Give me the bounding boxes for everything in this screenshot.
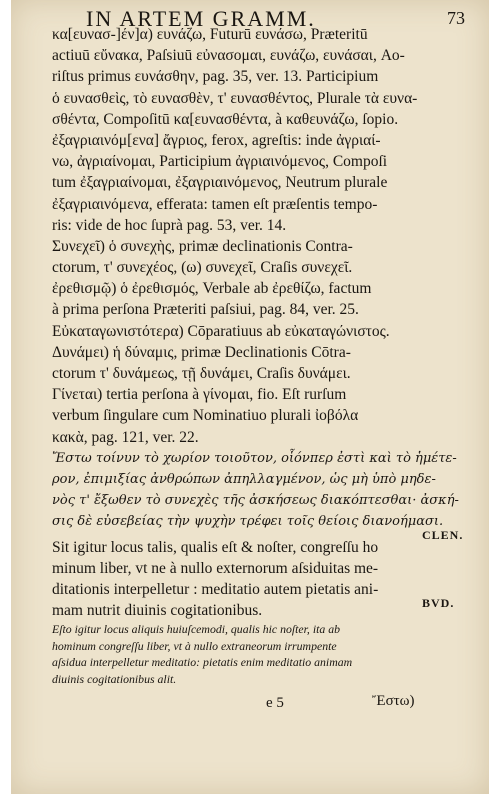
- text-line: ctorum τ' δυνάμεως, τῇ δυνάμει, Craſis δυνάμει.: [52, 365, 351, 382]
- page-footer: [52, 693, 415, 723]
- italic-translation-line: hominum congreſſu liber, vt à nullo extraneorum irrumpente: [52, 638, 337, 653]
- text-line: Γίνεται) tertia perſona à γίνομαι, fio. Eſt rurſum: [52, 386, 347, 404]
- translation-line: ditationis interpelletur : meditatio autem pietatis ani-: [52, 580, 379, 598]
- text-line: ἐρεθισμῷ) ὁ ἐρεθισμός, Verbale ab ἐρεθίζω, factum: [52, 280, 372, 298]
- text-line: ris: vide de hoc ſuprà pag. 53, ver. 14.: [52, 216, 287, 234]
- greek-quote-line: ρον, ἐπιμιξίας ἀνθρώπων ἀπηλλαγμένον, ὡς μὴ ὑπὸ μηδε-: [52, 471, 436, 487]
- clen-translation: [52, 537, 410, 622]
- text-line: actiuū εὔνακα, Paſsiuū εὐνασομαι, ευνάζω, ευνάσαι, Ao-: [52, 47, 405, 65]
- text-line: ctorum, τ' συνεχέος, (ω) συνεχεῖ, Craſis συνεχεῖ.: [52, 259, 353, 277]
- text-line: Εὐκαταγωνιστότερα) Cōparatiuus ab εὐκαταγώνιστος.: [52, 322, 390, 340]
- greek-quote-line: Ἔστω τοίνυν τὸ χωρίον τοιοῦτον, οἷόνπερ ἐστὶ καὶ τὸ ἡμέτε-: [52, 450, 457, 466]
- text-line: verbum ſingulare cum Nominatiuo plurali ἰοβόλα: [52, 407, 359, 425]
- italic-translation-line: aſsidua interpelletur meditatio: pietatis enim meditatio animam: [52, 655, 353, 670]
- greek-quote-line: νὸς τ' ἔξωθεν τὸ συνεχὲς τῆς ἀσκήσεως διακόπτεσθαι· ἀσκή-: [52, 493, 459, 509]
- text-line: νω, ἀγριαίνομαι, Participium ἀγριαινόμενος, Compoſi: [52, 153, 388, 171]
- text-line: σθέντα, Compoſitū κα[ευνασθέντα, à καθευνάζω, ſopio.: [52, 110, 399, 128]
- marginal-note-clen: CLEN.: [422, 528, 464, 542]
- text-line: à prima perſona Præteriti paſsiui, pag. 84, ver. 25.: [52, 301, 359, 319]
- book-page: [11, 0, 489, 794]
- translation-line: mam nutrit diuinis cogitationibus.: [52, 602, 263, 620]
- text-line: riſtus primus ευνάσθην, pag. 35, ver. 13. Participium: [52, 68, 379, 86]
- translation-line: Sit igitur locus talis, qualis eſt & noſter, congreſſu ho: [52, 538, 379, 556]
- text-line: ἐξαγριαινόμενα, efferata: tamen eſt præſentis tempo-: [52, 195, 378, 213]
- text-line: Συνεχεῖ) ὁ συνεχὴς, primæ declinationis Contra-: [52, 237, 353, 255]
- italic-translation-line: Eſto igitur locus aliquis huiuſcemodi, qualis hic noſter, ita ab: [52, 622, 341, 637]
- italic-translation-line: diuinis cogitationibus alit.: [52, 671, 177, 686]
- text-line: Δυνάμει) ἡ δύναμις, primæ Declinationis Cōtra-: [52, 343, 351, 361]
- catchword: Ἔστω): [372, 693, 415, 710]
- text-line: κακὰ, pag. 121, ver. 22.: [52, 428, 199, 446]
- bud-translation: [52, 621, 410, 687]
- marginal-note-bud: BVD.: [422, 596, 455, 610]
- text-line: κα[ευνασ-]έν]α) ευνάζω, Futurū ευνάσω, Præteritū: [52, 26, 368, 43]
- translation-line: minum liber, vt ne à nullo externorum aſsiduitas me-: [52, 559, 379, 577]
- signature-mark: e 5: [266, 695, 284, 712]
- greek-quote-line: σις δὲ εὐσεβείας τὴν ψυχὴν τρέφει τοῖς θείοις διανοήμασι.: [52, 514, 444, 530]
- text-line: ἐξαγριαινόμ[ενα] ἄγριος, ferox, agreſtis: inde ἀγριαί-: [52, 131, 381, 149]
- greek-quote: [52, 448, 459, 533]
- running-title: IN ARTEM GRAMM.: [86, 6, 316, 31]
- text-line: ὁ ευνασθεὶς, τὸ ευνασθὲν, τ' ευνασθέντος, Plurale τὰ ευνα-: [52, 89, 418, 107]
- text-line: tum ἐξαγριαίνομαι, ἐξαγριαινόμενος, Neutrum plurale: [52, 174, 388, 192]
- page-number: 73: [447, 8, 465, 28]
